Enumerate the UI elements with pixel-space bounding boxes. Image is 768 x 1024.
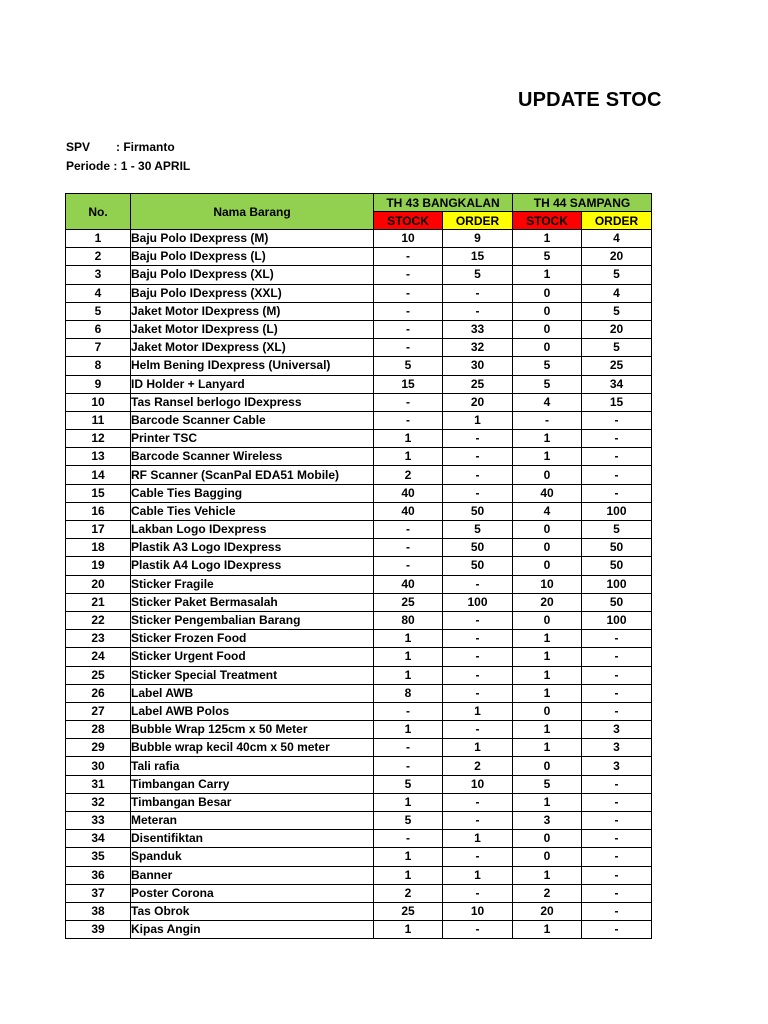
header-th44-stock: STOCK [513, 212, 582, 230]
row-th43-order: 33 [443, 320, 513, 338]
row-nama-barang: Disentifiktan [131, 830, 374, 848]
row-th43-stock: 5 [374, 812, 443, 830]
row-th44-order: - [582, 466, 652, 484]
table-row [66, 630, 652, 648]
row-nama-barang: Cable Ties Bagging [131, 484, 374, 502]
row-th44-order: - [582, 812, 652, 830]
row-th44-order: - [582, 411, 652, 429]
page-title: UPDATE STOC [518, 89, 662, 111]
row-no: 36 [66, 866, 131, 884]
table-row [66, 812, 652, 830]
row-th43-order: - [443, 448, 513, 466]
row-th44-order: 25 [582, 357, 652, 375]
row-no: 19 [66, 557, 131, 575]
row-nama-barang: Lakban Logo IDexpress [131, 521, 374, 539]
row-no: 26 [66, 684, 131, 702]
table-row [66, 921, 652, 939]
table-row [66, 557, 652, 575]
row-th44-stock: 1 [513, 230, 582, 248]
row-nama-barang: Printer TSC [131, 430, 374, 448]
periode-value: : 1 - 30 APRIL [113, 159, 191, 173]
row-th43-stock: - [374, 393, 443, 411]
row-nama-barang: Bubble Wrap 125cm x 50 Meter [131, 721, 374, 739]
row-th43-order: 1 [443, 866, 513, 884]
row-nama-barang: Label AWB [131, 684, 374, 702]
row-th43-order: - [443, 721, 513, 739]
row-th43-stock: 1 [374, 648, 443, 666]
row-th43-stock: 5 [374, 775, 443, 793]
row-nama-barang: Sticker Fragile [131, 575, 374, 593]
row-th43-order: - [443, 921, 513, 939]
row-th43-stock: 5 [374, 357, 443, 375]
row-th44-stock: 0 [513, 848, 582, 866]
row-th44-order: - [582, 448, 652, 466]
row-th43-order: 5 [443, 266, 513, 284]
row-nama-barang: Sticker Pengembalian Barang [131, 611, 374, 629]
row-th43-order: 50 [443, 557, 513, 575]
row-th44-stock: 5 [513, 775, 582, 793]
row-th43-stock: 8 [374, 684, 443, 702]
row-th44-order: 3 [582, 757, 652, 775]
row-th44-stock: 0 [513, 611, 582, 629]
row-nama-barang: Jaket Motor IDexpress (XL) [131, 339, 374, 357]
row-th44-stock: 5 [513, 357, 582, 375]
row-no: 27 [66, 702, 131, 720]
row-th43-stock: - [374, 557, 443, 575]
row-nama-barang: Baju Polo IDexpress (XXL) [131, 284, 374, 302]
row-th43-stock: - [374, 757, 443, 775]
row-th44-order: 20 [582, 248, 652, 266]
table-row [66, 866, 652, 884]
row-th44-stock: 1 [513, 866, 582, 884]
row-nama-barang: Spanduk [131, 848, 374, 866]
row-th43-stock: 1 [374, 666, 443, 684]
row-th43-order: - [443, 430, 513, 448]
row-th44-stock: 0 [513, 539, 582, 557]
table-row [66, 611, 652, 629]
row-th44-stock: 0 [513, 466, 582, 484]
periode-line [66, 159, 190, 173]
table-row [66, 884, 652, 902]
row-th43-order: - [443, 812, 513, 830]
row-no: 37 [66, 884, 131, 902]
row-th44-stock: 0 [513, 302, 582, 320]
table-row [66, 593, 652, 611]
row-th43-order: 1 [443, 739, 513, 757]
row-th43-stock: - [374, 320, 443, 338]
row-no: 30 [66, 757, 131, 775]
stock-table [65, 193, 652, 939]
row-nama-barang: Baju Polo IDexpress (L) [131, 248, 374, 266]
row-th44-order: - [582, 484, 652, 502]
row-th43-stock: 2 [374, 884, 443, 902]
row-nama-barang: Barcode Scanner Wireless [131, 448, 374, 466]
row-th44-order: - [582, 702, 652, 720]
row-nama-barang: Tas Ransel berlogo IDexpress [131, 393, 374, 411]
row-no: 10 [66, 393, 131, 411]
header-th43: TH 43 BANGKALAN [374, 194, 513, 212]
row-th44-stock: 0 [513, 557, 582, 575]
row-no: 32 [66, 793, 131, 811]
row-th43-order: - [443, 648, 513, 666]
row-th44-stock: 1 [513, 448, 582, 466]
table-row [66, 248, 652, 266]
periode-label: Periode [66, 159, 111, 173]
row-th44-order: 5 [582, 339, 652, 357]
row-th44-stock: 1 [513, 793, 582, 811]
row-th43-stock: 1 [374, 630, 443, 648]
row-th43-stock: - [374, 830, 443, 848]
row-th43-order: - [443, 575, 513, 593]
row-nama-barang: Sticker Urgent Food [131, 648, 374, 666]
row-nama-barang: Plastik A3 Logo IDexpress [131, 539, 374, 557]
row-th44-order: - [582, 793, 652, 811]
table-row [66, 793, 652, 811]
row-th44-stock: 0 [513, 757, 582, 775]
row-th44-stock: 0 [513, 339, 582, 357]
row-th43-stock: - [374, 339, 443, 357]
table-row [66, 339, 652, 357]
row-no: 9 [66, 375, 131, 393]
row-nama-barang: Cable Ties Vehicle [131, 502, 374, 520]
spv-value: : Firmanto [116, 140, 175, 154]
row-th44-stock: 0 [513, 702, 582, 720]
row-th43-order: - [443, 484, 513, 502]
row-th43-stock: 1 [374, 793, 443, 811]
row-no: 7 [66, 339, 131, 357]
row-no: 35 [66, 848, 131, 866]
row-th43-order: 10 [443, 902, 513, 920]
row-th43-order: 1 [443, 702, 513, 720]
row-th43-stock: 1 [374, 921, 443, 939]
row-th44-stock: 1 [513, 648, 582, 666]
row-th43-order: 100 [443, 593, 513, 611]
row-th44-stock: 1 [513, 666, 582, 684]
header-th44-order: ORDER [582, 212, 652, 230]
row-th44-order: - [582, 684, 652, 702]
row-th43-stock: 1 [374, 430, 443, 448]
row-no: 6 [66, 320, 131, 338]
row-th43-stock: - [374, 702, 443, 720]
row-th44-stock: 4 [513, 502, 582, 520]
row-th43-order: 5 [443, 521, 513, 539]
row-th44-order: 15 [582, 393, 652, 411]
row-no: 5 [66, 302, 131, 320]
table-row [66, 466, 652, 484]
table-row [66, 320, 652, 338]
row-no: 31 [66, 775, 131, 793]
row-th44-order: 34 [582, 375, 652, 393]
table-row [66, 357, 652, 375]
row-no: 3 [66, 266, 131, 284]
row-nama-barang: Jaket Motor IDexpress (L) [131, 320, 374, 338]
row-th43-stock: 1 [374, 448, 443, 466]
row-no: 20 [66, 575, 131, 593]
table-row [66, 757, 652, 775]
row-th44-stock: 40 [513, 484, 582, 502]
row-th44-order: 100 [582, 611, 652, 629]
row-th44-order: 50 [582, 593, 652, 611]
row-th44-order: - [582, 775, 652, 793]
row-th44-stock: 10 [513, 575, 582, 593]
row-nama-barang: Bubble wrap kecil 40cm x 50 meter [131, 739, 374, 757]
row-th43-stock: 80 [374, 611, 443, 629]
row-th44-stock: 1 [513, 739, 582, 757]
table-row [66, 284, 652, 302]
row-th43-stock: - [374, 302, 443, 320]
row-nama-barang: Barcode Scanner Cable [131, 411, 374, 429]
table-row [66, 739, 652, 757]
row-no: 28 [66, 721, 131, 739]
table-row [66, 230, 652, 248]
row-th44-stock: 1 [513, 266, 582, 284]
row-th44-order: - [582, 630, 652, 648]
row-th44-order: - [582, 866, 652, 884]
table-body [66, 230, 652, 939]
row-th43-order: - [443, 848, 513, 866]
row-th44-order: - [582, 666, 652, 684]
row-th43-stock: - [374, 739, 443, 757]
row-no: 34 [66, 830, 131, 848]
row-th44-stock: 1 [513, 684, 582, 702]
row-no: 33 [66, 812, 131, 830]
row-no: 1 [66, 230, 131, 248]
row-th44-order: - [582, 902, 652, 920]
row-th44-stock: 0 [513, 284, 582, 302]
row-th43-order: 10 [443, 775, 513, 793]
row-th44-order: 3 [582, 721, 652, 739]
table-row [66, 502, 652, 520]
row-th44-order: 3 [582, 739, 652, 757]
row-nama-barang: Sticker Paket Bermasalah [131, 593, 374, 611]
row-no: 17 [66, 521, 131, 539]
table-row [66, 411, 652, 429]
header-th43-stock: STOCK [374, 212, 443, 230]
row-th43-stock: 40 [374, 575, 443, 593]
row-nama-barang: Meteran [131, 812, 374, 830]
spv-label: SPV [66, 140, 91, 154]
row-th44-order: 50 [582, 539, 652, 557]
row-no: 38 [66, 902, 131, 920]
row-no: 24 [66, 648, 131, 666]
row-th44-stock: 0 [513, 830, 582, 848]
row-th43-order: - [443, 884, 513, 902]
table-row [66, 684, 652, 702]
row-th44-order: 5 [582, 521, 652, 539]
row-nama-barang: Timbangan Carry [131, 775, 374, 793]
row-th44-stock: - [513, 411, 582, 429]
row-nama-barang: Plastik A4 Logo IDexpress [131, 557, 374, 575]
table-row [66, 666, 652, 684]
row-th43-stock: - [374, 411, 443, 429]
row-th43-stock: - [374, 539, 443, 557]
row-th43-order: 50 [443, 539, 513, 557]
row-th43-order: 9 [443, 230, 513, 248]
row-th44-stock: 5 [513, 248, 582, 266]
table-row [66, 393, 652, 411]
table-row [66, 575, 652, 593]
row-th43-order: - [443, 466, 513, 484]
table-row [66, 430, 652, 448]
row-th43-order: 2 [443, 757, 513, 775]
table-row [66, 721, 652, 739]
row-th43-stock: 25 [374, 902, 443, 920]
table-row [66, 775, 652, 793]
row-nama-barang: Poster Corona [131, 884, 374, 902]
row-th43-order: - [443, 666, 513, 684]
row-th44-order: 50 [582, 557, 652, 575]
row-th44-stock: 0 [513, 521, 582, 539]
row-th44-order: - [582, 921, 652, 939]
row-th43-stock: 1 [374, 866, 443, 884]
row-th44-order: 20 [582, 320, 652, 338]
row-th43-order: 1 [443, 830, 513, 848]
table-row [66, 302, 652, 320]
row-th44-order: 5 [582, 266, 652, 284]
row-nama-barang: Jaket Motor IDexpress (M) [131, 302, 374, 320]
row-th43-stock: - [374, 266, 443, 284]
row-th43-stock: 10 [374, 230, 443, 248]
row-no: 18 [66, 539, 131, 557]
row-th44-stock: 1 [513, 430, 582, 448]
row-th43-stock: 25 [374, 593, 443, 611]
row-th43-order: - [443, 684, 513, 702]
table-row [66, 521, 652, 539]
row-th43-order: - [443, 611, 513, 629]
row-nama-barang: Kipas Angin [131, 921, 374, 939]
row-th43-stock: 1 [374, 721, 443, 739]
row-th44-stock: 0 [513, 320, 582, 338]
row-th43-stock: 40 [374, 484, 443, 502]
row-th43-stock: 2 [374, 466, 443, 484]
header-th44: TH 44 SAMPANG [513, 194, 652, 212]
row-th43-stock: - [374, 284, 443, 302]
row-th43-order: - [443, 793, 513, 811]
row-th44-stock: 1 [513, 630, 582, 648]
row-th43-order: 50 [443, 502, 513, 520]
row-nama-barang: Sticker Frozen Food [131, 630, 374, 648]
row-nama-barang: Tas Obrok [131, 902, 374, 920]
row-th43-order: - [443, 630, 513, 648]
table-row [66, 702, 652, 720]
row-th44-stock: 4 [513, 393, 582, 411]
row-th44-order: - [582, 848, 652, 866]
row-no: 8 [66, 357, 131, 375]
row-nama-barang: Baju Polo IDexpress (M) [131, 230, 374, 248]
row-no: 12 [66, 430, 131, 448]
row-no: 21 [66, 593, 131, 611]
row-th43-order: - [443, 284, 513, 302]
table-row [66, 830, 652, 848]
row-th43-order: 32 [443, 339, 513, 357]
row-nama-barang: Sticker Special Treatment [131, 666, 374, 684]
row-th43-order: 20 [443, 393, 513, 411]
row-th44-stock: 20 [513, 593, 582, 611]
row-nama-barang: Label AWB Polos [131, 702, 374, 720]
row-no: 15 [66, 484, 131, 502]
row-th43-order: 25 [443, 375, 513, 393]
row-nama-barang: RF Scanner (ScanPal EDA51 Mobile) [131, 466, 374, 484]
table-row [66, 648, 652, 666]
row-no: 25 [66, 666, 131, 684]
row-th44-order: 4 [582, 230, 652, 248]
row-no: 29 [66, 739, 131, 757]
row-no: 23 [66, 630, 131, 648]
table-row [66, 902, 652, 920]
row-th43-order: - [443, 302, 513, 320]
spv-line [66, 140, 175, 154]
row-th43-stock: - [374, 521, 443, 539]
header-no: No. [66, 194, 131, 230]
row-no: 11 [66, 411, 131, 429]
row-nama-barang: ID Holder + Lanyard [131, 375, 374, 393]
row-th44-stock: 20 [513, 902, 582, 920]
row-th43-stock: 15 [374, 375, 443, 393]
row-nama-barang: Baju Polo IDexpress (XL) [131, 266, 374, 284]
table-row [66, 448, 652, 466]
row-th44-order: - [582, 830, 652, 848]
header-nama-barang: Nama Barang [131, 194, 374, 230]
row-th44-stock: 3 [513, 812, 582, 830]
row-th43-order: 30 [443, 357, 513, 375]
row-th44-stock: 1 [513, 921, 582, 939]
row-th43-order: 15 [443, 248, 513, 266]
row-nama-barang: Banner [131, 866, 374, 884]
row-nama-barang: Timbangan Besar [131, 793, 374, 811]
row-no: 13 [66, 448, 131, 466]
table-row [66, 539, 652, 557]
table-row [66, 266, 652, 284]
row-th44-order: - [582, 648, 652, 666]
table-row [66, 848, 652, 866]
row-nama-barang: Tali rafia [131, 757, 374, 775]
row-no: 2 [66, 248, 131, 266]
row-th44-order: 100 [582, 575, 652, 593]
table-row [66, 375, 652, 393]
row-no: 16 [66, 502, 131, 520]
row-th44-order: 5 [582, 302, 652, 320]
row-th44-order: 100 [582, 502, 652, 520]
row-th44-stock: 2 [513, 884, 582, 902]
header-th43-order: ORDER [443, 212, 513, 230]
row-th44-order: 4 [582, 284, 652, 302]
row-no: 14 [66, 466, 131, 484]
row-th43-stock: 40 [374, 502, 443, 520]
row-th43-stock: - [374, 248, 443, 266]
row-th44-stock: 5 [513, 375, 582, 393]
row-th43-stock: 1 [374, 848, 443, 866]
row-nama-barang: Helm Bening IDexpress (Universal) [131, 357, 374, 375]
row-no: 4 [66, 284, 131, 302]
row-no: 39 [66, 921, 131, 939]
table-row [66, 484, 652, 502]
row-th44-stock: 1 [513, 721, 582, 739]
row-th43-order: 1 [443, 411, 513, 429]
row-th44-order: - [582, 430, 652, 448]
row-no: 22 [66, 611, 131, 629]
row-th44-order: - [582, 884, 652, 902]
